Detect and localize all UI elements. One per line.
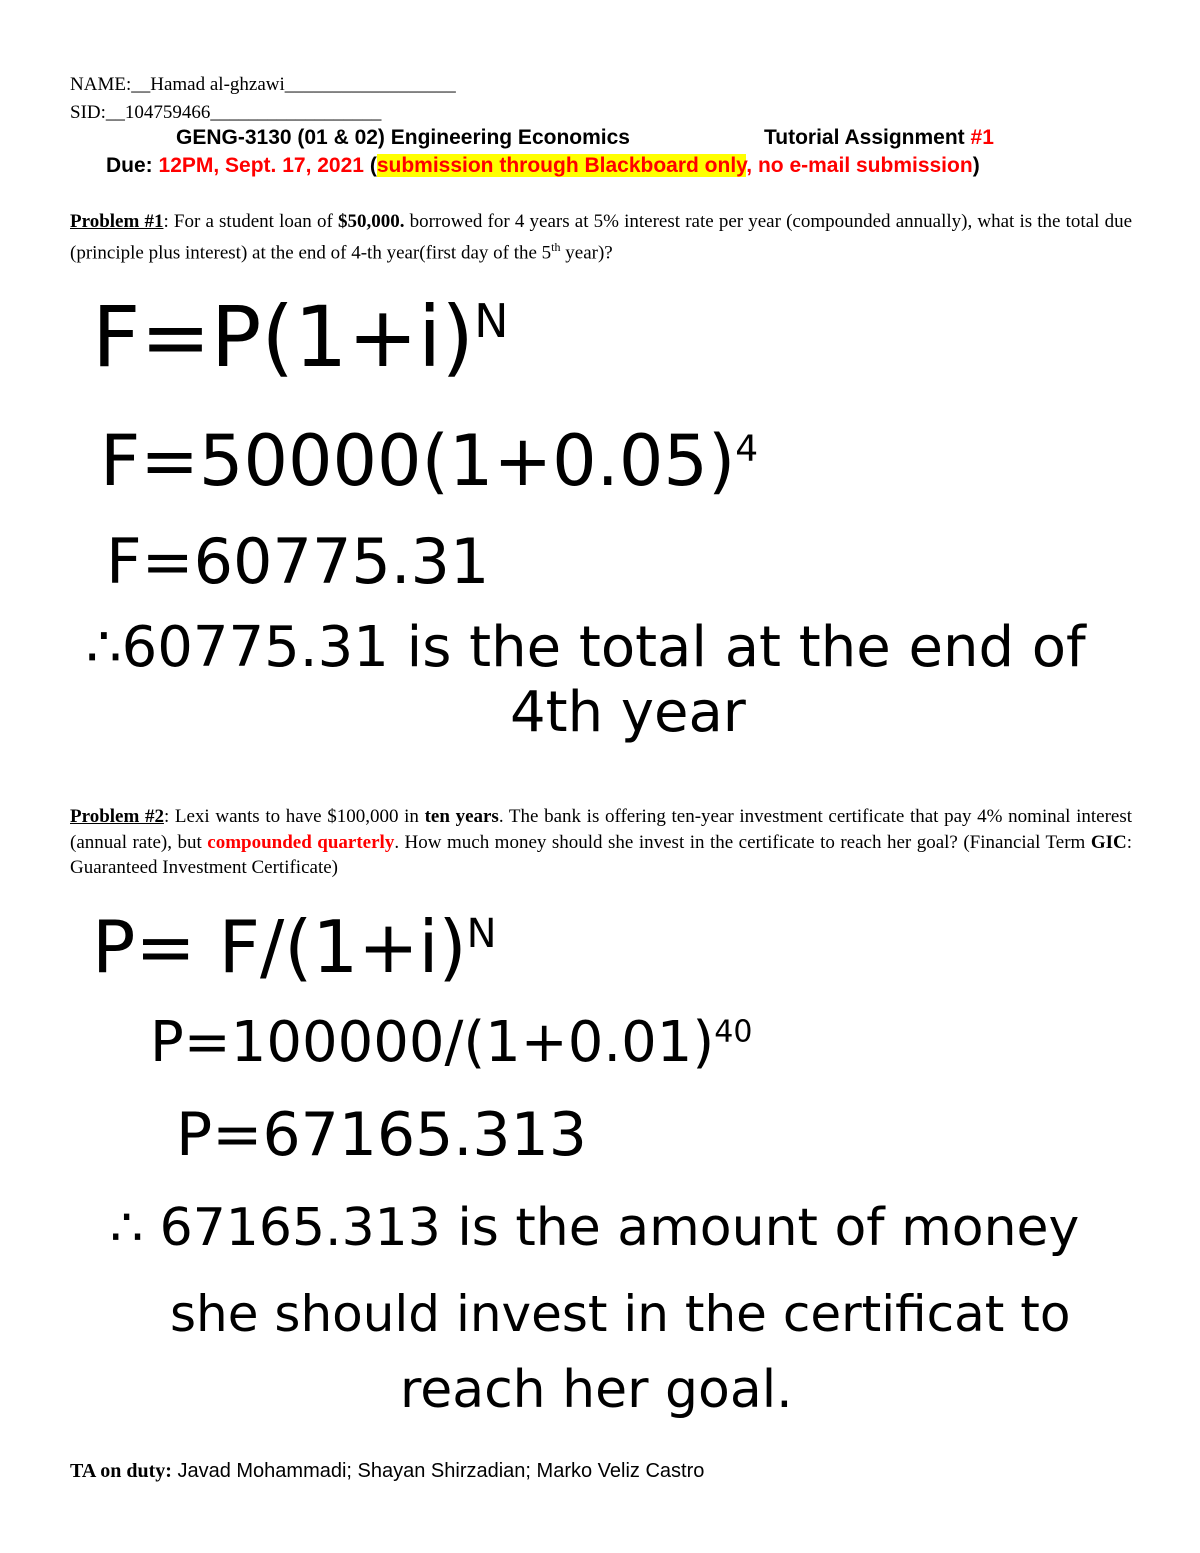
close-paren: ) [972,154,980,177]
p2-handwritten-substitution [150,1010,752,1075]
course-title: GENG-3130 (01 & 02) Engineering Economics [176,126,630,149]
assignment-number: #1 [970,126,994,149]
assignment-title [764,126,994,150]
p2-handwritten-formula [92,905,497,989]
problem-2-text-a: : Lexi wants to have $100,000 in [163,806,425,827]
name-value: __Hamad al-ghzawi__________________ [131,74,456,95]
p1-handwritten-substitution [100,420,758,502]
problem-1-text-b: borrowed for 4 years at 5% interest rate per year (compounded annually), what is the total due (principle plus interest) at the end of 4-th year(first day of the 5 [70,211,1133,263]
ta-on-duty-line [70,1460,704,1483]
p1-substitution-text: F=50000(1+0.05) [100,420,736,502]
problem-1-amount: $50,000. [337,211,405,232]
p1-formula-text: F=P(1+i) [92,288,475,386]
p2-handwritten-conclusion-1: ∴ 67165.313 is the amount of money [110,1198,1080,1258]
submission-highlight: submission through Blackboard only [376,154,747,177]
problem-2-text-d: : Guaranteed Investment Certificate) [70,831,1132,878]
problem-1-text-c: year)? [560,241,613,263]
problem-1-superscript: th [551,239,561,254]
problem-1-label: Problem #1 [70,211,164,232]
sid-label: SID: [70,102,106,123]
problem-2-compounded: compounded quarterly [207,831,395,853]
p2-substitution-text: P=100000/(1+0.01) [150,1010,715,1075]
p2-formula-text: P= F/(1+i) [92,905,467,989]
due-label: Due: [106,154,153,177]
p2-formula-exponent: N [466,911,497,957]
p1-formula-exponent: N [474,294,509,348]
ta-names: Javad Mohammadi; Shayan Shirzadian; Marko Veliz Castro [171,1460,705,1482]
problem-2-gic: GIC [1090,831,1127,853]
p1-handwritten-result: F=60775.31 [106,525,490,598]
assignment-prefix: Tutorial Assignment [764,126,971,149]
problem-2-ten-years: ten years [424,806,499,827]
p2-substitution-exponent: 40 [714,1014,753,1050]
open-paren: ( [369,154,377,177]
p1-substitution-exponent: 4 [735,428,759,470]
problem-2-text-c: . How much money should she invest in the certificate to reach her goal? (Financial Term [394,831,1091,853]
name-line [70,74,456,96]
submission-rest: , no e-mail submission [746,154,973,177]
problem-2-statement [70,804,1132,881]
ta-label: TA on duty: [70,1460,172,1482]
p2-handwritten-conclusion-2: she should invest in the certificat to [170,1285,1071,1343]
problem-1-statement [70,209,1132,265]
p1-handwritten-conclusion-2: 4th year [510,680,746,745]
p2-handwritten-conclusion-3: reach her goal. [400,1360,793,1420]
due-line [106,154,980,178]
sid-value: __104759466__________________ [105,102,382,123]
problem-1-text-a: : For a student loan of [163,211,338,232]
p1-handwritten-conclusion-1: ∴60775.31 is the total at the end of [86,615,1086,680]
p1-handwritten-formula [92,288,508,386]
problem-2-label: Problem #2 [70,806,164,827]
name-label: NAME: [70,74,132,95]
sid-line [70,102,381,124]
problem-2-text-b: . The bank is offering ten-year investment certificate that pay 4% nominal interest (annual rate), but [70,806,1133,853]
due-date: 12PM, Sept. 17, 2021 [158,154,364,177]
p2-handwritten-result: P=67165.313 [176,1100,587,1170]
